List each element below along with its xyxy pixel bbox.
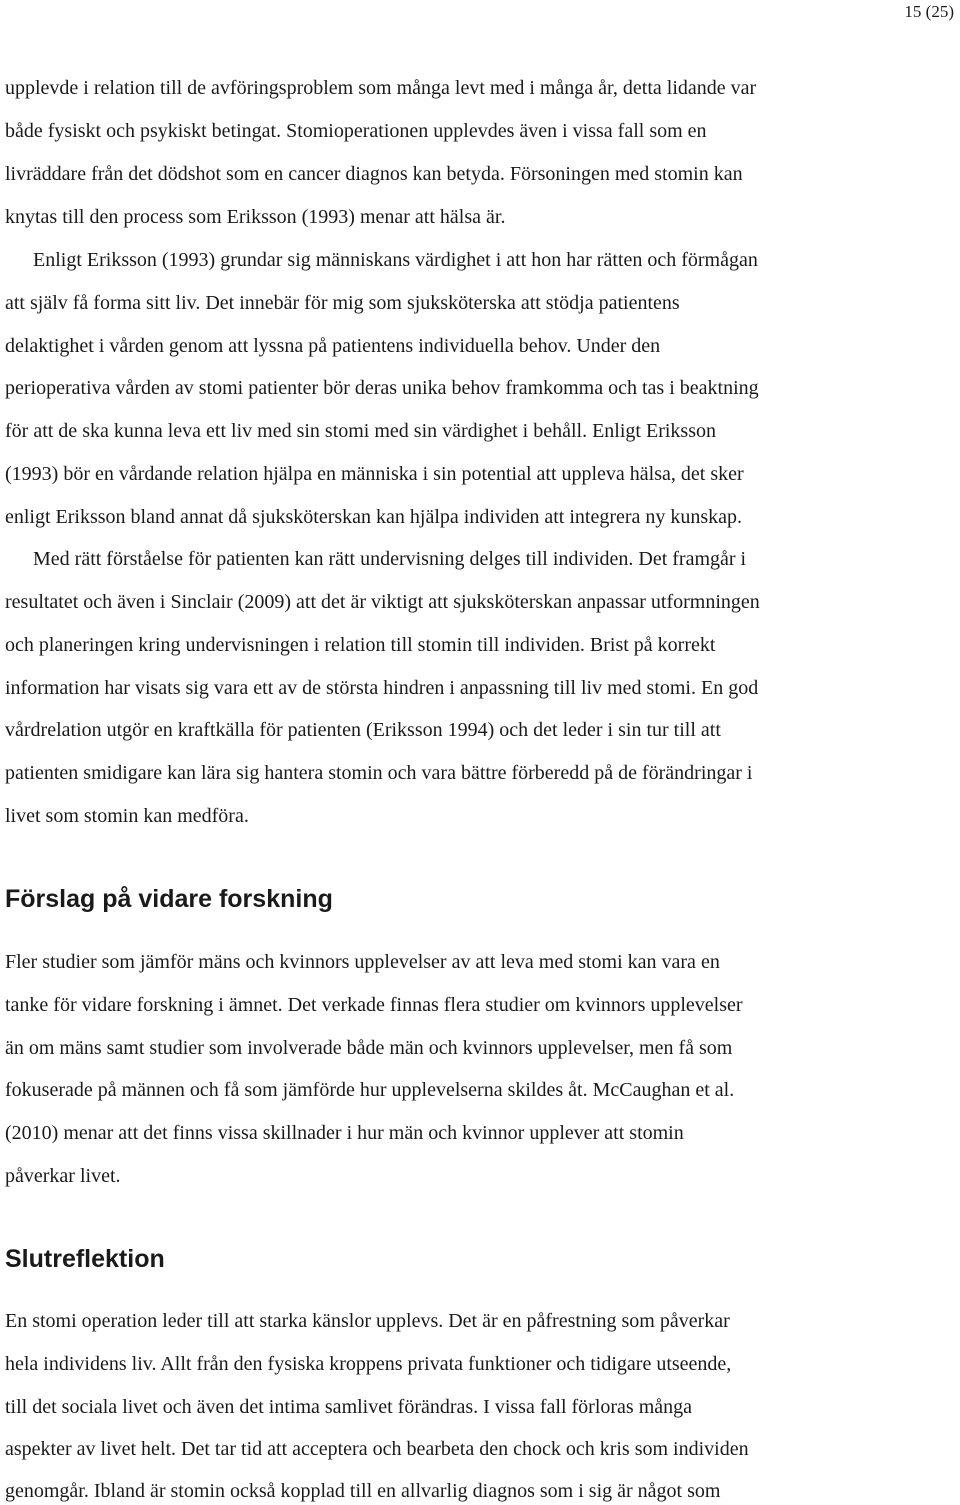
body-text-line: livet som stomin kan medföra. [5,805,249,827]
body-text-line: perioperativa vården av stomi patienter bör deras unika behov framkomma och tas i beaktning [5,377,759,399]
body-text-line: än om mäns samt studier som involverade både män och kvinnors upplevelser, men få som [5,1037,733,1059]
body-text-line: delaktighet i vården genom att lyssna på patientens individuella behov. Under den [5,335,661,357]
body-text-line: fokuserade på männen och få som jämförde hur upplevelserna skildes åt. McCaughan et al. [5,1079,735,1101]
body-text-line: att själv få forma sitt liv. Det innebär för mig som sjuksköterska att stödja patientens [5,292,680,314]
body-text-line: till det sociala livet och även det intima samlivet förändras. I vissa fall förloras många [5,1396,693,1418]
page-number: 15 (25) [904,2,954,21]
body-text-line: Med rätt förståelse för patienten kan rätt undervisning delges till individen. Det framgår i [33,548,747,570]
body-text-line: information har visats sig vara ett av de största hindren i anpassning till liv med stomi. En god [5,677,759,699]
body-text-line: tanke för vidare forskning i ämnet. Det verkade finnas flera studier om kvinnors upplevelser [5,994,743,1016]
body-text-line: Enligt Eriksson (1993) grundar sig människans värdighet i att hon har rätten och förmågan [33,249,758,271]
body-text-line: vårdrelation utgör en kraftkälla för patienten (Eriksson 1994) och det leder i sin tur till att [5,719,721,741]
body-text-line: patienten smidigare kan lära sig hantera stomin och vara bättre förberedd på de förändringar i [5,762,753,784]
body-text-line: livräddare från det dödshot som en cancer diagnos kan betyda. Försoningen med stomin kan [5,163,743,185]
body-text-line: (1993) bör en vårdande relation hjälpa en människa i sin potential att uppleva hälsa, det sker [5,463,744,485]
body-text-line: knytas till den process som Eriksson (1993) menar att hälsa är. [5,206,506,228]
body-text-line: Fler studier som jämför mäns och kvinnors upplevelser av att leva med stomi kan vara en [5,951,720,973]
body-text-line: enligt Eriksson bland annat då sjuksköterskan kan hjälpa individen att integrera ny kunskap. [5,506,743,528]
body-text-line: resultatet och även i Sinclair (2009) att det är viktigt att sjuksköterskan anpassar utformningen [5,591,760,613]
body-text-line: påverkar livet. [5,1165,121,1187]
body-text-line: aspekter av livet helt. Det tar tid att acceptera och bearbeta den chock och kris som individen [5,1438,749,1460]
body-text-line: och planeringen kring undervisningen i relation till stomin till individen. Brist på korrekt [5,634,716,656]
section-heading: Förslag på vidare forskning [5,885,333,913]
body-text-line: (2010) menar att det finns vissa skillnader i hur män och kvinnor upplever att stomin [5,1122,684,1144]
body-text-line: genomgår. Ibland är stomin också kopplad till en allvarlig diagnos som i sig är något som [5,1480,721,1502]
section-heading: Slutreflektion [5,1245,165,1273]
body-text-line: för att de ska kunna leva ett liv med sin stomi med sin värdighet i behåll. Enligt Eriksson [5,420,716,442]
body-text-line: både fysiskt och psykiskt betingat. Stomioperationen upplevdes även i vissa fall som en [5,120,707,142]
body-text-line: hela individens liv. Allt från den fysiska kroppens privata funktioner och tidigare utseende, [5,1353,732,1375]
body-text-line: En stomi operation leder till att starka känslor upplevs. Det är en påfrestning som påverkar [5,1310,730,1332]
body-text-line: upplevde i relation till de avföringsproblem som många levt med i många år, detta lidande var [5,77,757,99]
